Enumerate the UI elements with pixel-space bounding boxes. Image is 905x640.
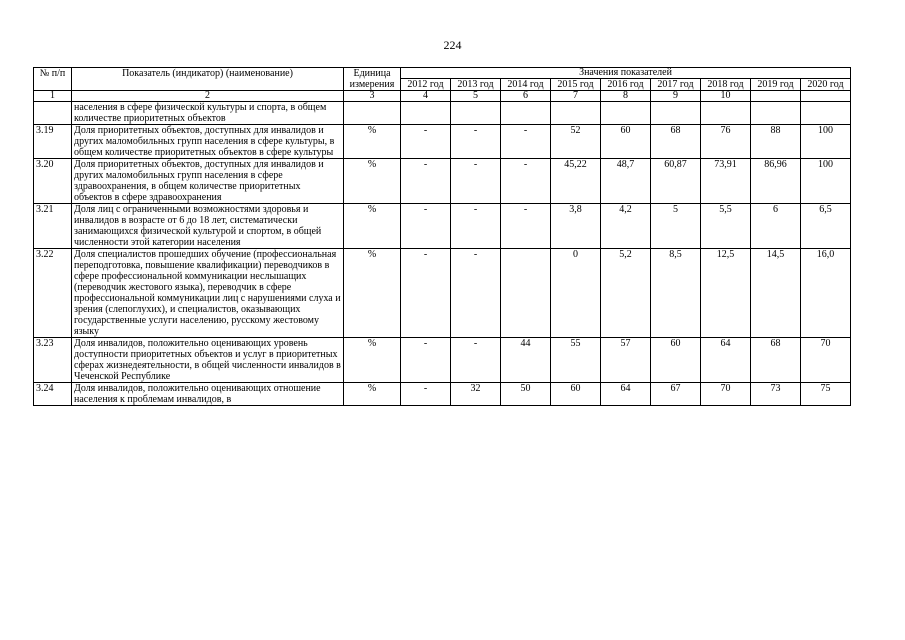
value-cell: - <box>501 125 551 159</box>
value-cell: 14,5 <box>751 249 801 338</box>
indicators-table <box>33 67 851 406</box>
header-num: № п/п <box>34 68 72 91</box>
indicator-text: Доля приоритетных объектов, доступных для инвалидов и других маломобильных групп населения в сфере культуры, в общем количестве приоритетных объектов в сфере культуры <box>72 125 344 159</box>
value-cell: 0 <box>551 249 601 338</box>
value-cell: 48,7 <box>601 159 651 204</box>
unit-cell: % <box>344 338 401 383</box>
value-cell: - <box>451 125 501 159</box>
value-cell <box>551 102 601 125</box>
value-cell: - <box>451 338 501 383</box>
indicator-text: Доля специалистов прошедших обучение (профессиональная переподготовка, повышение квалификации) переводчиков в сфере профессиональной коммуникации неслышащих (переводчик жестового языка), переводчик в сфере профессиональной коммуникации лиц с нарушениями слуха и зрения (слепоглухих), и специалистов, оказывающих государственные услуги населению, русскому жестовому языку <box>72 249 344 338</box>
value-cell: 5,2 <box>601 249 651 338</box>
value-cell: 70 <box>701 383 751 406</box>
table-row <box>34 159 851 204</box>
value-cell: 70 <box>801 338 851 383</box>
column-number: 10 <box>701 91 751 102</box>
value-cell: 55 <box>551 338 601 383</box>
value-cell <box>801 102 851 125</box>
value-cell: 16,0 <box>801 249 851 338</box>
unit-cell: % <box>344 159 401 204</box>
column-number: 2 <box>72 91 344 102</box>
indicator-text: населения в сфере физической культуры и спорта, в общем количестве приоритетных объектов <box>72 102 344 125</box>
value-cell: 60,87 <box>651 159 701 204</box>
header-year: 2013 год <box>451 79 501 91</box>
unit-cell <box>344 102 401 125</box>
header-year: 2016 год <box>601 79 651 91</box>
unit-cell: % <box>344 204 401 249</box>
value-cell <box>651 102 701 125</box>
header-unit: Единица измерения <box>344 68 401 91</box>
column-number: 9 <box>651 91 701 102</box>
value-cell: 64 <box>601 383 651 406</box>
unit-cell: % <box>344 249 401 338</box>
header-year: 2014 год <box>501 79 551 91</box>
unit-cell: % <box>344 383 401 406</box>
unit-cell: % <box>344 125 401 159</box>
value-cell <box>751 102 801 125</box>
value-cell: 57 <box>601 338 651 383</box>
header-year: 2012 год <box>401 79 451 91</box>
value-cell: 12,5 <box>701 249 751 338</box>
value-cell: - <box>501 204 551 249</box>
header-year: 2015 год <box>551 79 601 91</box>
value-cell: 86,96 <box>751 159 801 204</box>
row-number <box>34 102 72 125</box>
indicator-text: Доля инвалидов, положительно оценивающих уровень доступности приоритетных объектов и услуг в приоритетных сферах жизнедеятельности, в общей численности инвалидов в Чеченской Республике <box>72 338 344 383</box>
value-cell: 76 <box>701 125 751 159</box>
value-cell: 100 <box>801 159 851 204</box>
header-year: 2018 год <box>701 79 751 91</box>
header-values-group: Значения показателей <box>401 68 851 79</box>
value-cell: 44 <box>501 338 551 383</box>
value-cell: - <box>451 204 501 249</box>
value-cell: 32 <box>451 383 501 406</box>
row-number: 3.21 <box>34 204 72 249</box>
table-row <box>34 204 851 249</box>
value-cell: - <box>401 204 451 249</box>
header-year: 2017 год <box>651 79 701 91</box>
indicator-text: Доля инвалидов, положительно оценивающих отношение населения к проблемам инвалидов, в <box>72 383 344 406</box>
value-cell: - <box>451 159 501 204</box>
value-cell <box>701 102 751 125</box>
value-cell: 60 <box>601 125 651 159</box>
row-number: 3.22 <box>34 249 72 338</box>
value-cell: - <box>401 159 451 204</box>
row-number: 3.24 <box>34 383 72 406</box>
value-cell: 68 <box>751 338 801 383</box>
value-cell: 4,2 <box>601 204 651 249</box>
column-number: 3 <box>344 91 401 102</box>
value-cell: - <box>401 125 451 159</box>
header-indicator: Показатель (индикатор) (наименование) <box>72 68 344 91</box>
value-cell: 73,91 <box>701 159 751 204</box>
header-row <box>34 68 851 79</box>
value-cell <box>451 102 501 125</box>
value-cell: 5 <box>651 204 701 249</box>
value-cell: - <box>401 249 451 338</box>
value-cell: 52 <box>551 125 601 159</box>
value-cell: 60 <box>551 383 601 406</box>
value-cell: - <box>401 338 451 383</box>
value-cell: 100 <box>801 125 851 159</box>
value-cell: 64 <box>701 338 751 383</box>
row-number: 3.20 <box>34 159 72 204</box>
indicator-text: Доля лиц с ограниченными возможностями здоровья и инвалидов в возрасте от 6 до 18 лет, систематически занимающихся физической культурой и спортом, в общей численности этой категории населения <box>72 204 344 249</box>
column-number: 7 <box>551 91 601 102</box>
value-cell: 50 <box>501 383 551 406</box>
table-row <box>34 383 851 406</box>
column-number: 4 <box>401 91 451 102</box>
value-cell: 88 <box>751 125 801 159</box>
value-cell <box>501 249 551 338</box>
header-year: 2020 год <box>801 79 851 91</box>
table-body <box>34 102 851 406</box>
column-number: 5 <box>451 91 501 102</box>
value-cell: 5,5 <box>701 204 751 249</box>
column-number <box>801 91 851 102</box>
column-number: 1 <box>34 91 72 102</box>
value-cell: 6,5 <box>801 204 851 249</box>
value-cell <box>501 102 551 125</box>
value-cell: 8,5 <box>651 249 701 338</box>
value-cell <box>601 102 651 125</box>
table-row <box>34 125 851 159</box>
value-cell: 68 <box>651 125 701 159</box>
row-number: 3.23 <box>34 338 72 383</box>
column-number: 8 <box>601 91 651 102</box>
value-cell: 67 <box>651 383 701 406</box>
value-cell: 60 <box>651 338 701 383</box>
value-cell: 75 <box>801 383 851 406</box>
value-cell: 73 <box>751 383 801 406</box>
table-row <box>34 249 851 338</box>
value-cell: 45,22 <box>551 159 601 204</box>
table-row <box>34 338 851 383</box>
row-number: 3.19 <box>34 125 72 159</box>
indicator-text: Доля приоритетных объектов, доступных для инвалидов и других маломобильных групп населения в сфере здравоохранения, в общем количестве приоритетных объектов в сфере здравоохранения <box>72 159 344 204</box>
column-numbers-row <box>34 91 851 102</box>
value-cell: - <box>401 383 451 406</box>
header-year: 2019 год <box>751 79 801 91</box>
value-cell: 6 <box>751 204 801 249</box>
value-cell <box>401 102 451 125</box>
column-number <box>751 91 801 102</box>
value-cell: 3,8 <box>551 204 601 249</box>
column-number: 6 <box>501 91 551 102</box>
value-cell: - <box>501 159 551 204</box>
table-row <box>34 102 851 125</box>
page-number: 224 <box>443 38 462 52</box>
value-cell: - <box>451 249 501 338</box>
